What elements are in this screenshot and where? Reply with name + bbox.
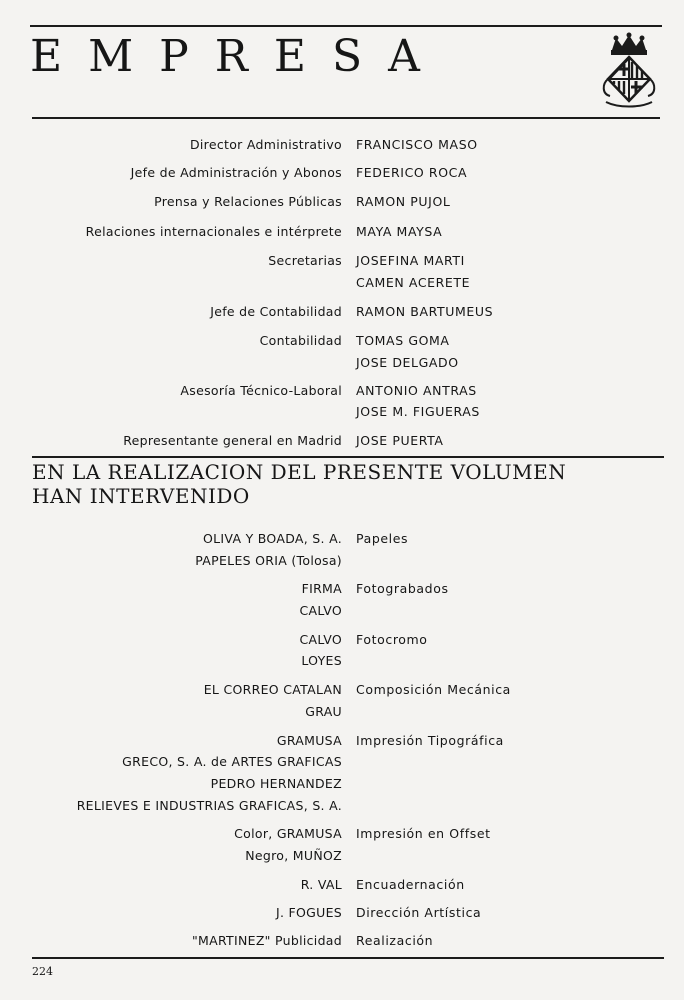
credit-company: LOYES bbox=[301, 653, 342, 668]
credit-company: GRAMUSA bbox=[276, 733, 342, 748]
credit-company: Negro, MUÑOZ bbox=[245, 848, 342, 863]
credit-row bbox=[0, 822, 684, 846]
staff-name: JOSE PUERTA bbox=[356, 433, 444, 448]
staff-name: JOSE DELGADO bbox=[356, 355, 459, 370]
credit-company: CALVO bbox=[299, 603, 342, 618]
staff-name: TOMAS GOMA bbox=[356, 333, 450, 348]
staff-name: FEDERICO ROCA bbox=[356, 165, 468, 180]
credit-task: Dirección Artística bbox=[356, 905, 482, 920]
page-title: EMPRESA bbox=[30, 31, 446, 82]
credit-row bbox=[0, 873, 684, 897]
credit-task: Impresión Tipográfica bbox=[356, 733, 504, 748]
credit-company: EL CORREO CATALAN bbox=[203, 682, 342, 697]
staff-role: Relaciones internacionales e intérprete bbox=[85, 224, 342, 239]
staff-role: Asesoría Técnico-Laboral bbox=[180, 383, 342, 398]
staff-name: RAMON BARTUMEUS bbox=[356, 304, 494, 319]
credit-row bbox=[0, 678, 684, 702]
staff-role: Secretarias bbox=[268, 253, 342, 268]
credit-row bbox=[0, 700, 684, 724]
credit-task: Fotocromo bbox=[356, 632, 428, 647]
credit-task: Realización bbox=[356, 933, 434, 948]
credit-row bbox=[0, 649, 684, 673]
credit-row bbox=[0, 599, 684, 623]
credit-company: GRECO, S. A. de ARTES GRAFICAS bbox=[122, 754, 342, 769]
staff-row bbox=[0, 329, 684, 353]
staff-row bbox=[0, 133, 684, 157]
credit-row bbox=[0, 772, 684, 796]
title-rule bbox=[32, 117, 660, 119]
section-heading bbox=[32, 460, 566, 508]
staff-role: Jefe de Contabilidad bbox=[210, 304, 342, 319]
credit-company: R. VAL bbox=[300, 877, 342, 892]
section-rule bbox=[32, 456, 664, 458]
credit-row bbox=[0, 527, 684, 551]
staff-name: FRANCISCO MASO bbox=[356, 137, 478, 152]
staff-name: CAMEN ACERETE bbox=[356, 275, 471, 290]
credit-row bbox=[0, 750, 684, 774]
credit-task: Papeles bbox=[356, 531, 409, 546]
staff-row bbox=[0, 300, 684, 324]
staff-row bbox=[0, 429, 684, 453]
staff-row bbox=[0, 271, 684, 295]
staff-role: Contabilidad bbox=[259, 333, 342, 348]
credit-row bbox=[0, 901, 684, 925]
staff-row bbox=[0, 190, 684, 214]
staff-name: JOSE M. FIGUERAS bbox=[356, 404, 480, 419]
credit-company: Color, GRAMUSA bbox=[234, 826, 342, 841]
credit-company: "MARTINEZ" Publicidad bbox=[191, 933, 342, 948]
staff-name: MAYA MAYSA bbox=[356, 224, 443, 239]
top-rule bbox=[30, 25, 662, 27]
credit-row bbox=[0, 929, 684, 953]
staff-row bbox=[0, 220, 684, 244]
credit-company: GRAU bbox=[305, 704, 342, 719]
credit-row bbox=[0, 844, 684, 868]
credit-task: Encuadernación bbox=[356, 877, 465, 892]
staff-role: Prensa y Relaciones Públicas bbox=[154, 194, 342, 209]
page-number: 224 bbox=[32, 965, 53, 978]
credit-task: Impresión en Offset bbox=[356, 826, 491, 841]
staff-row bbox=[0, 400, 684, 424]
footer-rule bbox=[32, 957, 664, 959]
credit-row bbox=[0, 794, 684, 818]
credit-task: Fotograbados bbox=[356, 581, 449, 596]
credit-company: OLIVA Y BOADA, S. A. bbox=[203, 531, 342, 546]
credit-company: PAPELES ORIA (Tolosa) bbox=[195, 553, 342, 568]
credit-company: RELIEVES E INDUSTRIAS GRAFICAS, S. A. bbox=[76, 798, 342, 813]
staff-role: Director Administrativo bbox=[189, 137, 342, 152]
credit-row bbox=[0, 577, 684, 601]
credit-row bbox=[0, 549, 684, 573]
barcelona-crest-icon bbox=[600, 32, 658, 110]
staff-role: Representante general en Madrid bbox=[123, 433, 342, 448]
staff-role: Jefe de Administración y Abonos bbox=[130, 165, 342, 180]
credit-company: CALVO bbox=[299, 632, 342, 647]
credit-company: PEDRO HERNANDEZ bbox=[210, 776, 342, 791]
staff-row bbox=[0, 161, 684, 185]
credit-company: J. FOGUES bbox=[275, 905, 342, 920]
staff-row bbox=[0, 351, 684, 375]
credit-company: FIRMA bbox=[301, 581, 342, 596]
section-heading-line: HAN INTERVENIDO bbox=[32, 484, 250, 508]
staff-row bbox=[0, 249, 684, 273]
staff-name: JOSEFINA MARTI bbox=[356, 253, 465, 268]
section-heading-line: EN LA REALIZACION DEL PRESENTE VOLUMEN bbox=[32, 460, 567, 484]
staff-name: ANTONIO ANTRAS bbox=[356, 383, 477, 398]
staff-name: RAMON PUJOL bbox=[356, 194, 451, 209]
credit-task: Composición Mecánica bbox=[356, 682, 511, 697]
